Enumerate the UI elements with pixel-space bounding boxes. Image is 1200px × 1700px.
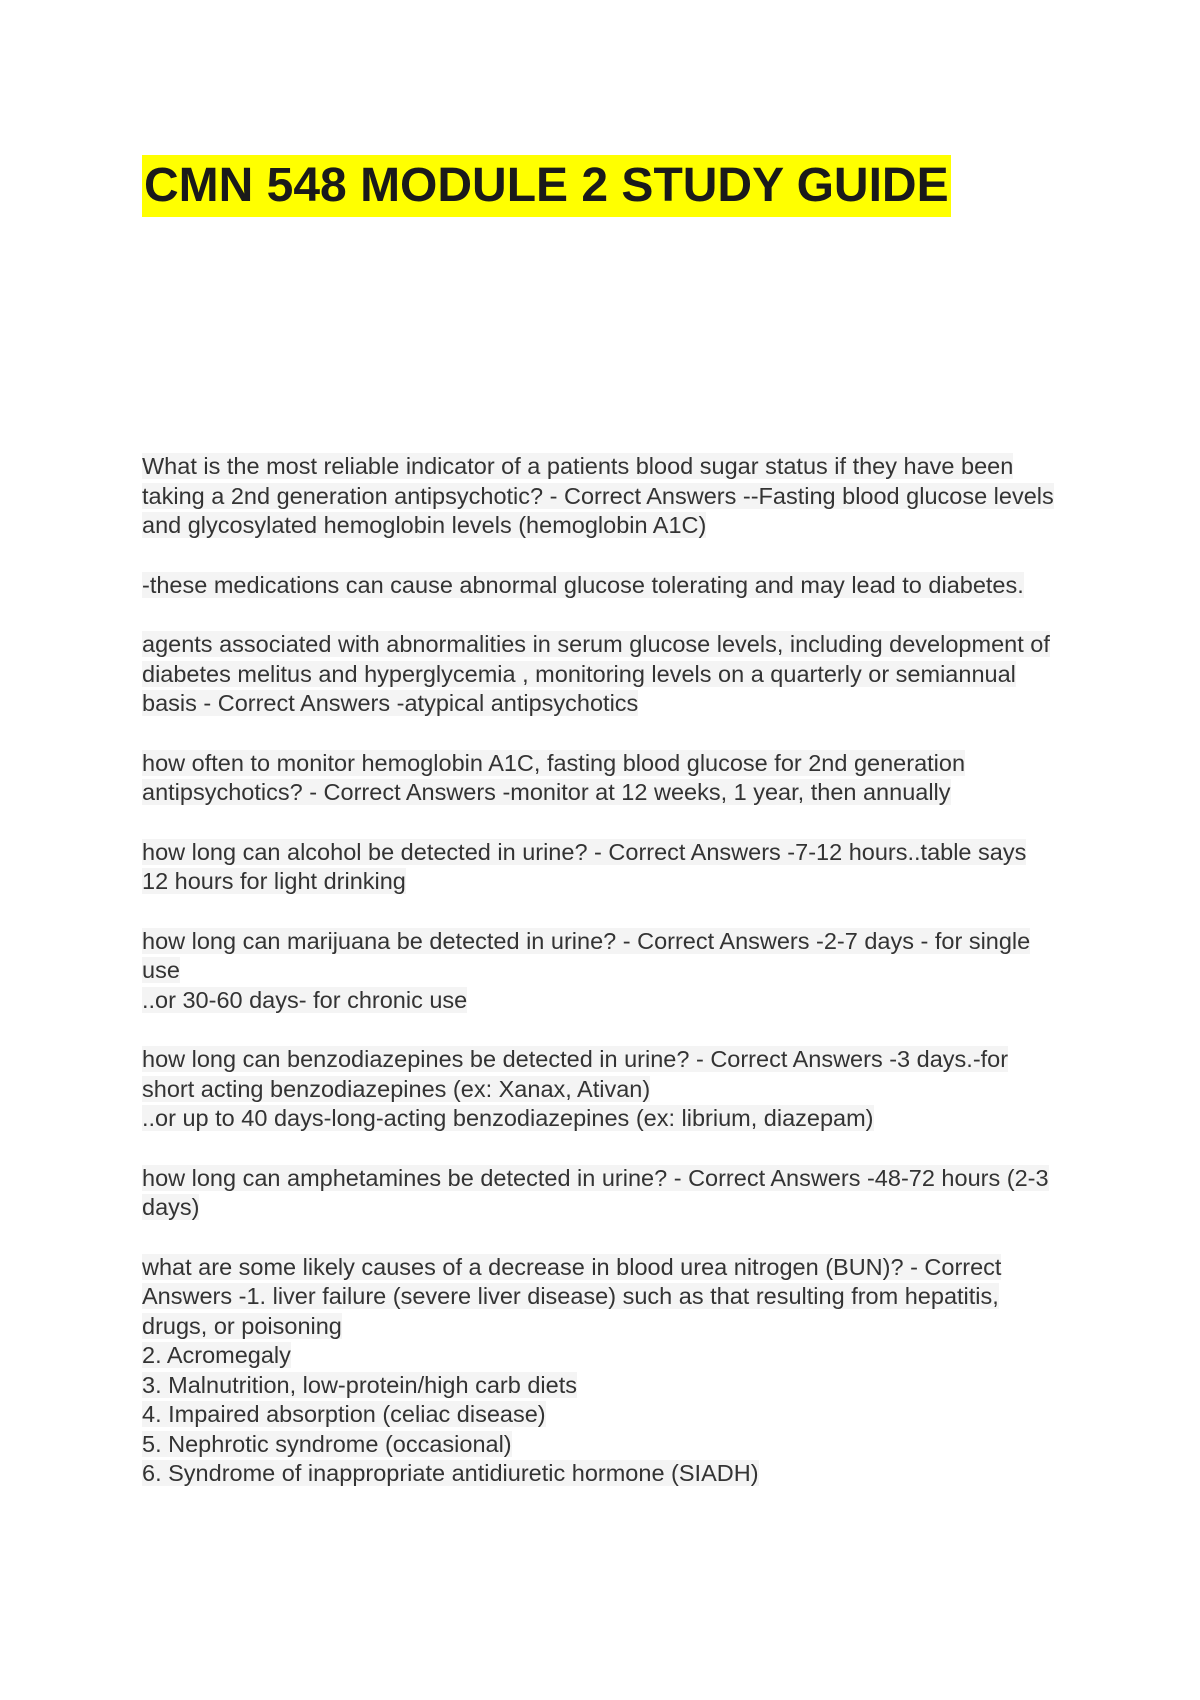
qa-entry (142, 630, 1072, 719)
qa-line (142, 630, 1072, 660)
title-block (142, 155, 951, 217)
qa-line (142, 689, 1072, 719)
qa-line-text: days) (142, 1194, 200, 1220)
qa-line (142, 1312, 1072, 1342)
qa-line-text: basis - Correct Answers -atypical antipsychotics (142, 690, 639, 716)
qa-line-text: antipsychotics? - Correct Answers -monitor at 12 weeks, 1 year, then annually (142, 779, 951, 805)
qa-line-text: 2. Acromegaly (142, 1342, 291, 1368)
qa-line (142, 452, 1072, 482)
qa-entry (142, 749, 1072, 808)
qa-line (142, 838, 1072, 868)
qa-line (142, 778, 1072, 808)
qa-line-text: short acting benzodiazepines (ex: Xanax, Ativan) (142, 1075, 651, 1102)
qa-line-text: 12 hours for light drinking (142, 868, 406, 894)
document-title: CMN 548 MODULE 2 STUDY GUIDE (142, 155, 951, 217)
qa-line-text: 5. Nephrotic syndrome (occasional) (142, 1430, 512, 1457)
qa-line-text: -these medications can cause abnormal glucose tolerating and may lead to diabetes. (142, 571, 1024, 598)
qa-line-text: drugs, or poisoning (142, 1312, 342, 1339)
qa-line (142, 1400, 1072, 1430)
qa-line-text: taking a 2nd generation antipsychotic? - Correct Answers --Fasting blood glucose levels (142, 482, 1054, 509)
qa-line (142, 1371, 1072, 1401)
qa-line-text: agents associated with abnormalities in serum glucose levels, including development of (142, 631, 1050, 657)
qa-line (142, 571, 1072, 601)
qa-line (142, 1164, 1072, 1194)
qa-entry (142, 927, 1072, 1016)
qa-entry (142, 1164, 1072, 1223)
qa-line-text: 3. Malnutrition, low-protein/high carb diets (142, 1371, 577, 1398)
qa-line (142, 482, 1072, 512)
qa-line-text: how often to monitor hemoglobin A1C, fasting blood glucose for 2nd generation (142, 749, 966, 776)
qa-line-text: how long can benzodiazepines be detected in urine? - Correct Answers -3 days.-for (142, 1046, 1009, 1072)
qa-line-text: what are some likely causes of a decrease in blood urea nitrogen (BUN)? - Correct (142, 1253, 1002, 1280)
qa-line (142, 1282, 1072, 1312)
qa-line-text: 4. Impaired absorption (celiac disease) (142, 1401, 546, 1427)
qa-line (142, 1253, 1072, 1283)
qa-line (142, 660, 1072, 690)
qa-line (142, 511, 1072, 541)
qa-entry (142, 571, 1072, 601)
qa-line-text: ..or up to 40 days-long-acting benzodiazepines (ex: librium, diazepam) (142, 1105, 874, 1131)
qa-line (142, 1341, 1072, 1371)
qa-line (142, 749, 1072, 779)
qa-list (142, 452, 1072, 1519)
qa-line (142, 1430, 1072, 1460)
qa-line-text: how long can amphetamines be detected in urine? - Correct Answers -48-72 hours (2-3 (142, 1164, 1049, 1191)
qa-line (142, 1045, 1072, 1075)
qa-line (142, 986, 1072, 1016)
qa-line-text: diabetes melitus and hyperglycemia , monitoring levels on a quarterly or semiannual (142, 660, 1016, 687)
qa-line (142, 867, 1072, 897)
qa-line-text: use (142, 957, 180, 983)
qa-entry (142, 452, 1072, 541)
qa-line (142, 1075, 1072, 1105)
qa-line-text: how long can alcohol be detected in urine? - Correct Answers -7-12 hours..table says (142, 838, 1027, 865)
qa-line (142, 1459, 1072, 1489)
qa-line-text: Answers -1. liver failure (severe liver disease) such as that resulting from hepatitis, (142, 1283, 999, 1309)
qa-entry (142, 1253, 1072, 1489)
qa-line-text: What is the most reliable indicator of a patients blood sugar status if they have been (142, 453, 1014, 479)
qa-line-text: how long can marijuana be detected in urine? - Correct Answers -2-7 days - for single (142, 927, 1031, 954)
qa-line-text: 6. Syndrome of inappropriate antidiuretic hormone (SIADH) (142, 1460, 759, 1486)
qa-line (142, 927, 1072, 957)
qa-line (142, 956, 1072, 986)
qa-line-text: ..or 30-60 days- for chronic use (142, 986, 468, 1013)
qa-line (142, 1104, 1072, 1134)
document-page (142, 0, 1072, 1700)
qa-line (142, 1193, 1072, 1223)
qa-line-text: and glycosylated hemoglobin levels (hemoglobin A1C) (142, 512, 707, 538)
qa-entry (142, 838, 1072, 897)
qa-entry (142, 1045, 1072, 1134)
